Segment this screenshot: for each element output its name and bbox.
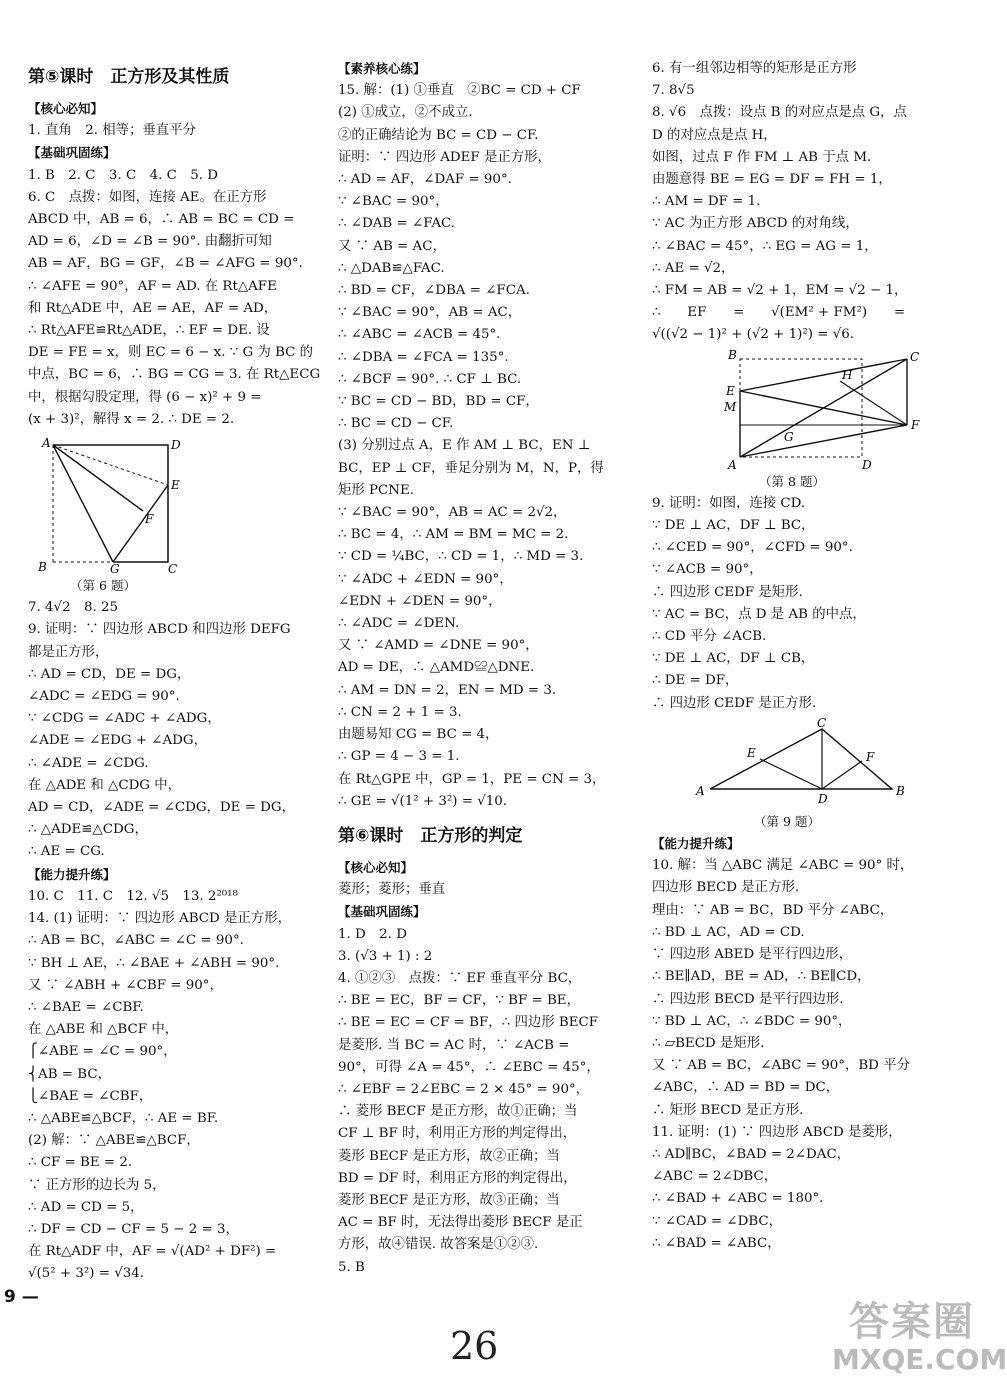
text-line: ∴ AE = CG. <box>28 844 105 860</box>
text-line: 10. 解：当 △ABC 满足 ∠ABC = 90° 时， <box>652 858 914 874</box>
handwritten-number: 26 <box>450 1324 499 1368</box>
text-line: 又 ∵ AB = BC，∠ABC = 90°，BD 平分 <box>652 1058 910 1074</box>
text-line: ∴ 矩形 BECD 是正方形. <box>652 1102 804 1118</box>
text-line: ∴ AM = DF = 1. <box>652 194 761 210</box>
text-line: 6. 有一组邻边相等的矩形是正方形 <box>652 61 857 76</box>
fig8-label-D: D <box>862 457 872 472</box>
figure-6 <box>28 435 181 577</box>
fig8-label-G: G <box>784 429 794 444</box>
right-column <box>652 58 952 1255</box>
fig8-label-H: H <box>842 367 853 382</box>
text-line: AD = CD，∠ADE = ∠CDG，DE = DG， <box>28 800 296 816</box>
fig6-caption: （第 6 题） <box>70 578 136 594</box>
text-line: 方形，故④错误. 故答案是①②③. <box>338 1237 539 1253</box>
fig8-label-E: E <box>726 383 735 398</box>
text-line: 【能力提升练】 <box>28 866 116 882</box>
text-line: ∴ △ADE≌△CDG， <box>28 822 148 838</box>
text-line: 菱形；菱形；垂直 <box>338 882 446 898</box>
lesson-5-title: 第⑤课时 正方形及其性质 <box>28 67 230 87</box>
text-line: 理由：∵ AB = BC，BD 平分 ∠ABC， <box>652 902 894 918</box>
text-line: 中点，BC = 6，∴ BG = CG = 3. 在 Rt△ECG <box>28 367 321 383</box>
text-line: 由题易知 CG = BC = 4， <box>338 727 499 743</box>
text-line: DE = FE = x，则 EC = 6 − x. ∵ G 为 BC 的 <box>28 345 314 361</box>
text-line: ⎧∠ABE = ∠C = 90°， <box>28 1044 177 1060</box>
text-line: ∵ 四边形 ABED 是平行四边形， <box>652 947 853 963</box>
fig6-label-A: A <box>42 436 51 451</box>
text-line: ∴ △DAB≌△FAC. <box>338 260 445 276</box>
text-line: ②的正确结论为 BC = CD − CF. <box>338 127 539 143</box>
text-line: ∴ EF = √(EM² + FM²) = <box>652 305 906 321</box>
text-line: 1. D 2. D <box>338 926 407 942</box>
text-line: ∠ADC = ∠EDG = 90°. <box>28 689 180 705</box>
text-line: ⎩∠BAE = ∠CBF， <box>28 1088 153 1104</box>
text-line: 1. B 2. C 3. C 4. C 5. D <box>28 167 219 183</box>
text-line: 是菱形. 当 BC = AC 时，∵ ∠ACB = <box>338 1037 570 1053</box>
text-line: ∴ AD∥BC，∠BAD = 2∠DAC， <box>652 1146 851 1162</box>
fig9-label-A: A <box>696 783 705 798</box>
text-line: ∴ CN = 2 + 1 = 3. <box>338 704 462 720</box>
text-line: 矩形 PCNE. <box>338 482 415 498</box>
text-line: ∴ AM = DN = 2，EN = MD = 3. <box>338 682 557 698</box>
text-line: ∴ BE∥AD，BE = AD，∴ BE∥CD， <box>652 969 871 985</box>
text-line: ∴ BE = EC，BF = CF，∵ BF = BE， <box>338 993 580 1009</box>
text-line: ∵ BH ⊥ AE，∴ ∠BAE + ∠ABH = 90°. <box>28 955 280 971</box>
text-line: 3. (√3 + 1) : 2 <box>338 948 433 964</box>
text-line: 都是正方形， <box>28 644 109 660</box>
text-line: ∵ ∠CDG = ∠ADC + ∠ADG， <box>28 711 221 727</box>
figure-9 <box>692 715 942 809</box>
text-line: 四边形 BECD 是正方形. <box>652 880 800 896</box>
text-line: 菱形 BECF 是正方形，故③正确；当 <box>338 1192 560 1208</box>
fig8-label-A: A <box>728 457 737 472</box>
text-line: 在 Rt△ADF 中，AF = √(AD² + DF²) = <box>28 1244 277 1260</box>
lesson-6-title: 第⑥课时 正方形的判定 <box>338 825 523 846</box>
text-line: 90°，可得 ∠A = 45°，∴ ∠EBC = 45°， <box>338 1059 600 1075</box>
text-line: CF ⊥ BF 时，利用正方形的判定得出， <box>338 1126 577 1142</box>
text-line: 10. C 11. C 12. √5 13. 2²⁰¹⁸ <box>28 888 238 904</box>
text-line: ∵ AC 为正方形 ABCD 的对角线， <box>652 216 859 232</box>
text-line: AD = DE，∴ △AMD≌△DNE. <box>338 660 535 676</box>
text-line: 在 Rt△GPE 中，GP = 1，PE = CN = 3， <box>338 771 606 787</box>
text-line: ∴ AD = CD = 5， <box>28 1199 144 1215</box>
text-line: BD = DF 时，利用正方形的判定得出， <box>338 1170 577 1186</box>
text-line: ∴ DE = DF， <box>652 673 739 689</box>
fig8-label-M: M <box>724 399 737 414</box>
right-lines-2 <box>652 493 952 715</box>
text-line: ∠EDN + ∠DEN = 90°， <box>338 593 502 609</box>
text-line: ∴ ∠DBA = ∠FCA = 135°. <box>338 349 509 365</box>
left-column <box>28 58 328 1286</box>
text-line: ∴ BC = 4，∴ AM = BM = MC = 2. <box>338 527 569 543</box>
text-line: ∵ ∠ADC + ∠EDN = 90°， <box>338 571 513 587</box>
text-line: √(5² + 3²) = √34. <box>28 1266 145 1282</box>
text-line: ∴ ∠ABC = ∠ACB = 45°. <box>338 327 501 343</box>
text-line: ∴ DF = CD − CF = 5 − 2 = 3， <box>28 1221 239 1237</box>
right-lines-1 <box>652 58 952 347</box>
text-line: ∵ ∠BAC = 90°，AB = AC， <box>338 305 522 321</box>
text-line: ∠ABC = 2∠DBC， <box>652 1169 778 1185</box>
text-line: ∴ ∠BCF = 90°. ∴ CF ⊥ BC. <box>338 371 522 387</box>
right-lines-3 <box>652 833 952 1255</box>
text-line: 8. √6 点拨：设点 B 的对应点是点 G，点 <box>652 105 907 121</box>
text-line: 在 △ADE 和 △CDG 中， <box>28 777 182 793</box>
text-line: 9. 证明：如图，连接 CD. <box>652 495 806 511</box>
text-line: 4. ①②③ 点拨：∵ EF 垂直平分 BC， <box>338 970 582 986</box>
text-line: ∴ ∠BAE = ∠CBF. <box>28 999 144 1015</box>
text-line: ∴ ▱BECD 是矩形. <box>652 1035 765 1051</box>
text-line: ∴ 四边形 CEDF 是正方形. <box>652 695 817 711</box>
left-lines-2 <box>28 597 328 1285</box>
fig6-label-C: C <box>168 562 178 577</box>
text-line: ∴ 四边形 BECD 是平行四边形. <box>652 991 844 1007</box>
text-line: ∴ ∠EBF = 2∠EBC = 2 × 45° = 90°， <box>338 1081 590 1097</box>
text-line: 14. (1) 证明：∵ 四边形 ABCD 是正方形， <box>28 911 291 927</box>
text-line: ∴ AD = AF，∠DAF = 90°. <box>338 172 512 188</box>
text-line: ∴ ∠AFE = 90°，AF = AD. 在 Rt△AFE <box>28 278 277 294</box>
fig8-caption: （第 8 题） <box>759 473 825 489</box>
text-line: √((√2 − 1)² + (√2 + 1)²) = √6. <box>652 327 854 343</box>
text-line: ∵ CD = ¼BC，∴ CD = 1，∴ MD = 3. <box>338 549 584 565</box>
text-line: ∵ 正方形的边长为 5， <box>28 1177 166 1193</box>
text-line: 在 △ABE 和 △BCF 中， <box>28 1022 179 1038</box>
text-line: 菱形 BECF 是正方形，故②正确；当 <box>338 1148 560 1164</box>
fig8-label-F: F <box>911 417 920 432</box>
text-line: ∵ DE ⊥ AC，DF ⊥ BC， <box>652 518 815 534</box>
text-line: 证明：∵ 四边形 ADEF 是正方形， <box>338 149 551 165</box>
left-lines-1 <box>28 98 328 431</box>
text-line: (3) 分别过点 A，E 作 AM ⊥ BC，EN ⊥ <box>338 438 591 454</box>
text-line: 7. 4√2 8. 25 <box>28 600 119 616</box>
text-line: 由题意得 BE = EG = DF = FH = 1， <box>652 172 892 188</box>
text-line: ∵ ∠CAD = ∠DBC， <box>652 1213 783 1229</box>
text-line: ∵ DE ⊥ AC，DF ⊥ CB， <box>652 651 815 667</box>
fig9-label-F: F <box>866 749 875 764</box>
text-line: ∴ ∠BAC = 45°，∴ EG = AG = 1， <box>652 238 878 254</box>
text-line: ∴ CF = BE = 2. <box>28 1155 133 1171</box>
text-line: (x + 3)²，解得 x = 2. ∴ DE = 2. <box>28 411 235 427</box>
text-line: 9. 证明：∵ 四边形 ABCD 和四边形 DEFG <box>28 622 291 638</box>
text-line: ∴ ∠ADE = ∠CDG. <box>28 755 149 771</box>
fig9-label-B: B <box>896 783 905 798</box>
text-line: ∴ ∠BAD = ∠ABC， <box>652 1235 781 1251</box>
watermark-line2: MXQE.COM <box>832 1343 1007 1376</box>
text-line: ∠ABC，∴ AD = BD = DC， <box>652 1080 840 1096</box>
text-line: ∴ BD ⊥ AC，AD = CD. <box>652 924 805 940</box>
text-line: ∴ BD = CF，∠DBA = ∠FCA. <box>338 283 530 299</box>
text-line: 如图，过点 F 作 FM ⊥ AB 于点 M. <box>652 149 872 165</box>
text-line: 中，根据勾股定理，得 (6 − x)² + 9 = <box>28 389 262 405</box>
mid-lines-2 <box>338 857 638 1279</box>
text-line: (2) 解：∵ △ABE≌△BCF， <box>28 1133 200 1149</box>
text-line: 又 ∵ ∠ABH + ∠CBF = 90°， <box>28 977 223 993</box>
text-line: ∴ CD 平分 ∠ACB. <box>652 629 767 645</box>
text-line: 1. 直角 2. 相等；垂直平分 <box>28 123 196 139</box>
text-line: ∴ 四边形 CEDF 是矩形. <box>652 584 803 600</box>
text-line: 7. 8√5 <box>652 83 695 99</box>
figure-8 <box>722 347 972 472</box>
fig9-label-E: E <box>747 745 756 760</box>
text-line: ∴ BC = CD − CF. <box>338 416 454 432</box>
text-line: ∴ ∠CED = 90°，∠CFD = 90°. <box>652 540 853 556</box>
fig8-label-C: C <box>910 349 920 364</box>
text-line: 5. B <box>338 1259 365 1275</box>
text-line: ∵ AC = BC，点 D 是 AB 的中点， <box>652 606 866 622</box>
text-line: D 的对应点是点 H， <box>652 127 777 143</box>
fig9-label-C: C <box>817 715 827 730</box>
text-line: 6. C 点拨：如图，连接 AE。在正方形 <box>28 189 267 205</box>
text-line: ∴ Rt△AFE≌Rt△ADE，∴ EF = DE. 设 <box>28 323 270 339</box>
text-line: 【基础巩固练】 <box>338 904 426 920</box>
text-line: ∵ ∠BAC = 90°，AB = AC = 2√2， <box>338 505 567 521</box>
mid-lines-1 <box>338 58 638 813</box>
text-line: ∵ BC = CD − BD，BD = CF， <box>338 394 539 410</box>
text-line: ∵ ∠ACB = 90°， <box>652 562 763 578</box>
text-line: BC，EP ⊥ CF，垂足分别为 M，N，P，得 <box>338 460 604 476</box>
text-line: 15. 解：(1) ①垂直 ②BC = CD + CF <box>338 83 581 99</box>
middle-column <box>338 58 638 1279</box>
fig6-label-F: F <box>145 512 154 527</box>
text-line: ∴ AE = √2， <box>652 260 735 276</box>
text-line: ∴ ∠DAB = ∠FAC. <box>338 216 456 232</box>
fig8-label-B: B <box>728 347 737 362</box>
text-line: ∴ 菱形 BECF 是正方形，故①正确；当 <box>338 1104 578 1120</box>
fig6-label-E: E <box>171 478 180 493</box>
text-line: 11. 证明：(1) ∵ 四边形 ABCD 是菱形， <box>652 1124 902 1140</box>
text-line: ∴ AD = CD，DE = DG， <box>28 666 191 682</box>
text-line: 【素养核心练】 <box>338 61 426 76</box>
text-line: 和 Rt△ADE 中，AE = AE，AF = AD， <box>28 300 278 316</box>
text-line: AC = BF 时，无法得出菱形 BECF 是正 <box>338 1215 583 1231</box>
text-line: AB = AF，BG = GF，∠B = ∠AFG = 90°. <box>28 256 303 272</box>
text-line: ∴ △ABE≌△BCF，∴ AE = BF. <box>28 1110 219 1126</box>
text-line: ⎨AB = BC， <box>28 1066 112 1082</box>
text-line: ∠ADE = ∠EDG + ∠ADG， <box>28 733 208 749</box>
page-number: 9 — <box>4 1287 39 1307</box>
text-line: 又 ∵ AB = AC， <box>338 238 446 254</box>
text-line: (2) ①成立，②不成立. <box>338 105 473 121</box>
fig9-label-D: D <box>818 791 828 806</box>
text-line: ABCD 中，AB = 6，∴ AB = BC = CD = <box>28 212 295 228</box>
text-line: ∴ AB = BC，∠ABC = ∠C = 90°. <box>28 933 244 949</box>
text-line: ∵ ∠BAC = 90°， <box>338 194 449 210</box>
fig6-label-D: D <box>171 438 181 453</box>
fig6-label-G: G <box>110 562 120 577</box>
text-line: ∴ FM = AB = √2 + 1，EM = √2 − 1， <box>652 283 908 299</box>
text-line: ∴ ∠BAD + ∠ABC = 180°. <box>652 1191 824 1207</box>
fig6-label-B: B <box>38 560 47 575</box>
text-line: ∴ BE = EC = CF = BF，∴ 四边形 BECF <box>338 1015 599 1031</box>
text-line: 又 ∵ ∠AMD = ∠DNE = 90°， <box>338 638 539 654</box>
watermark-line1: 答案圈 <box>849 1299 975 1345</box>
text-line: 【基础巩固练】 <box>28 145 116 161</box>
text-line: AD = 6，∠D = ∠B = 90°. 由翻折可知 <box>28 234 272 250</box>
text-line: ∴ GE = √(1² + 3²) = √10. <box>338 793 508 809</box>
text-line: ∴ GP = 4 − 3 = 1. <box>338 749 460 765</box>
page-number-text: 9 <box>4 1287 16 1307</box>
text-line: 【核心必知】 <box>338 859 414 875</box>
text-line: ∵ BD ⊥ AC，∴ ∠BDC = 90°， <box>652 1013 852 1029</box>
text-line: 【核心必知】 <box>28 101 104 116</box>
text-line: ∴ ∠ADC = ∠DEN. <box>338 616 460 632</box>
watermark <box>832 1299 1007 1376</box>
fig9-caption: （第 9 题） <box>754 813 820 829</box>
text-line: 【能力提升练】 <box>652 836 740 852</box>
